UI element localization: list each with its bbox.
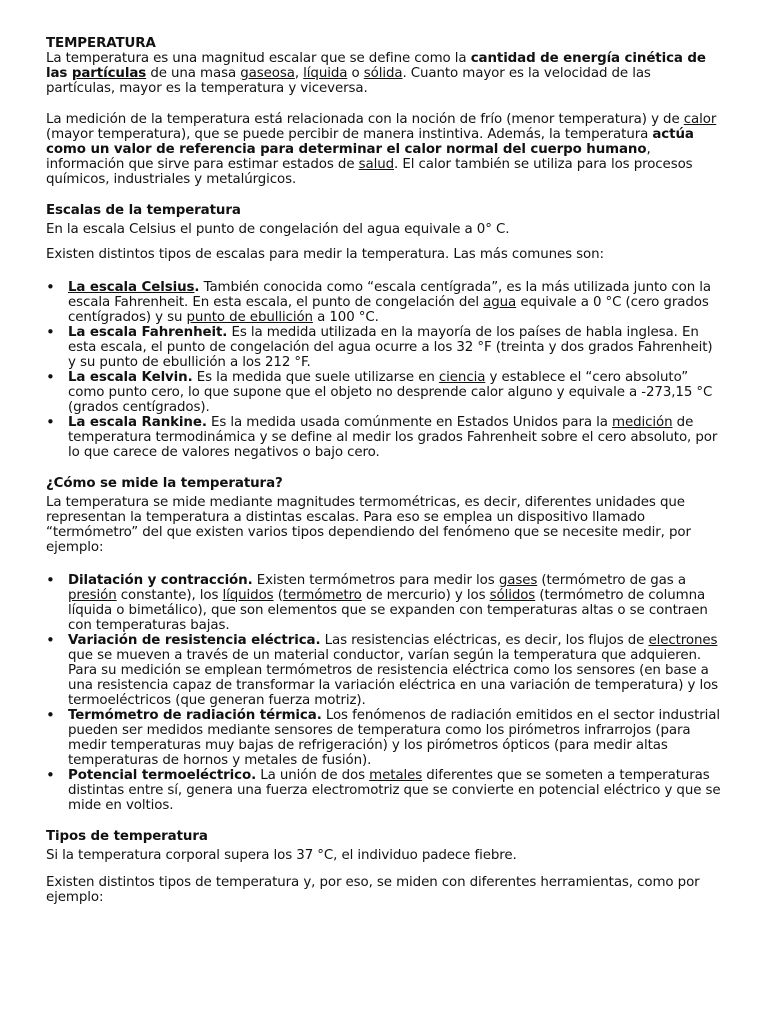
- mide-heading: ¿Cómo se mide la temperatura?: [46, 476, 283, 491]
- escalas-heading: Escalas de la temperatura: [46, 203, 241, 218]
- link-particulas[interactable]: partículas: [71, 66, 147, 81]
- link-salud[interactable]: salud: [358, 157, 395, 172]
- document-title: TEMPERATURA: [46, 36, 156, 51]
- list-item-fahrenheit: • La escala Fahrenheit. Es la medida utilizada en la mayoría de los países de habla inglesa. En esta escala, el punto de congelación del agua ocurre a los 32 °F (treinta y dos grados Fahrenheit) y su punto de ebullición a los 212 °F.: [46, 325, 722, 370]
- escalas-list: [46, 280, 722, 460]
- link-calor[interactable]: calor: [683, 112, 717, 127]
- link-gaseosa[interactable]: gaseosa: [240, 66, 295, 81]
- list-item-potencial: • Potencial termoeléctrico. La unión de dos metales diferentes que se someten a temperaturas distintas entre sí, genera una fuerza electromotriz que se convierte en potencial eléctrico y que se mide en voltios.: [46, 768, 722, 813]
- list-item-celsius: • La escala Celsius. También conocida como “escala centígrada”, es la más utilizada junto con la escala Fahrenheit. En esta escala, el punto de congelación del agua equivale a 0 °C (cero grados centígrados) y su punto de ebullición a 100 °C.: [46, 280, 722, 325]
- escalas-paragraph-2: Existen distintos tipos de escalas para medir la temperatura. Las más comunes son:: [46, 247, 604, 262]
- link-ciencia[interactable]: ciencia: [438, 370, 486, 385]
- link-punto-ebullicion[interactable]: punto de ebullición: [186, 310, 313, 325]
- link-gases[interactable]: gases: [498, 573, 538, 588]
- link-presion[interactable]: presión: [68, 588, 117, 603]
- intro-paragraph: La temperatura es una magnitud escalar que se define como la cantidad de energía cinética de las partículas de una masa gaseosa, líquida o sólida. Cuanto mayor es la velocidad de las partículas, mayor es la temperatura y viceversa.: [46, 51, 706, 96]
- list-item-rankine: • La escala Rankine. Es la medida usada comúnmente en Estados Unidos para la medición de temperatura termodinámica y se define al medir los grados Fahrenheit sobre el cero absoluto, por lo que carece de valores negativos o bajo cero.: [46, 415, 722, 460]
- link-escala-celsius[interactable]: La escala Celsius: [68, 280, 195, 295]
- mide-list: [46, 573, 722, 813]
- link-termometro[interactable]: termómetro: [282, 588, 362, 603]
- link-liquida[interactable]: líquida: [303, 66, 348, 81]
- mide-paragraph: La temperatura se mide mediante magnitudes termométricas, es decir, diferentes unidades que representan la temperatura a distintas escalas. Para eso se emplea un dispositivo llamado “termómetro” del que existen varios tipos dependiendo del fenómeno que se necesite medir, por ejemplo:: [46, 495, 691, 555]
- list-item-resistencia: • Variación de resistencia eléctrica. Las resistencias eléctricas, es decir, los flujos de electrones que se mueven a través de un material conductor, varían según la temperatura que adquieren. Para su medición se emplean termómetros de resistencia eléctrica como los sensores (en base a una resistencia capaz de transformar la variación eléctrica en una variación de temperatura) y los termoeléctricos (que generan fuerza motriz).: [46, 633, 722, 708]
- link-solidos[interactable]: sólidos: [489, 588, 536, 603]
- link-medicion[interactable]: medición: [612, 415, 673, 430]
- list-item-dilatacion: • Dilatación y contracción. Existen termómetros para medir los gases (termómetro de gas a presión constante), los líquidos (termómetro de mercurio) y los sólidos (termómetro de columna líquida o bimetálico), que son elementos que se expanden con temperaturas altas o se contraen con temperaturas bajas.: [46, 573, 722, 633]
- list-item-kelvin: • La escala Kelvin. Es la medida que suele utilizarse en ciencia y establece el “cero absoluto” como punto cero, lo que supone que el objeto no desprende calor alguno y equivale a -273,15 °C (grados centígrados).: [46, 370, 722, 415]
- link-electrones[interactable]: electrones: [648, 633, 718, 648]
- tipos-paragraph-2: Existen distintos tipos de temperatura y, por eso, se miden con diferentes herramientas, como por ejemplo:: [46, 875, 700, 905]
- tipos-heading: Tipos de temperatura: [46, 829, 208, 844]
- link-agua[interactable]: agua: [483, 295, 517, 310]
- link-metales[interactable]: metales: [369, 768, 423, 783]
- escalas-paragraph-1: En la escala Celsius el punto de congelación del agua equivale a 0° C.: [46, 222, 510, 237]
- link-solida[interactable]: sólida: [363, 66, 403, 81]
- list-item-radiacion: • Termómetro de radiación térmica. Los fenómenos de radiación emitidos en el sector industrial pueden ser medidos mediante sensores de temperatura como los pirómetros infrarrojos (para medir temperaturas muy bajas de refrigeración) y los pirómetros ópticos (para medir altas temperaturas de hornos y metales de fusión).: [46, 708, 722, 768]
- tipos-paragraph-1: Si la temperatura corporal supera los 37 °C, el individuo padece fiebre.: [46, 848, 517, 863]
- medicion-paragraph: La medición de la temperatura está relacionada con la noción de frío (menor temperatura) y de calor (mayor temperatura), que se puede percibir de manera instintiva. Además, la temperatura actúa como un valor de referencia para determinar el calor normal del cuerpo humano, información que sirve para estimar estados de salud. El calor también se utiliza para los procesos químicos, industriales y metalúrgicos.: [46, 112, 717, 187]
- link-liquidos[interactable]: líquidos: [222, 588, 274, 603]
